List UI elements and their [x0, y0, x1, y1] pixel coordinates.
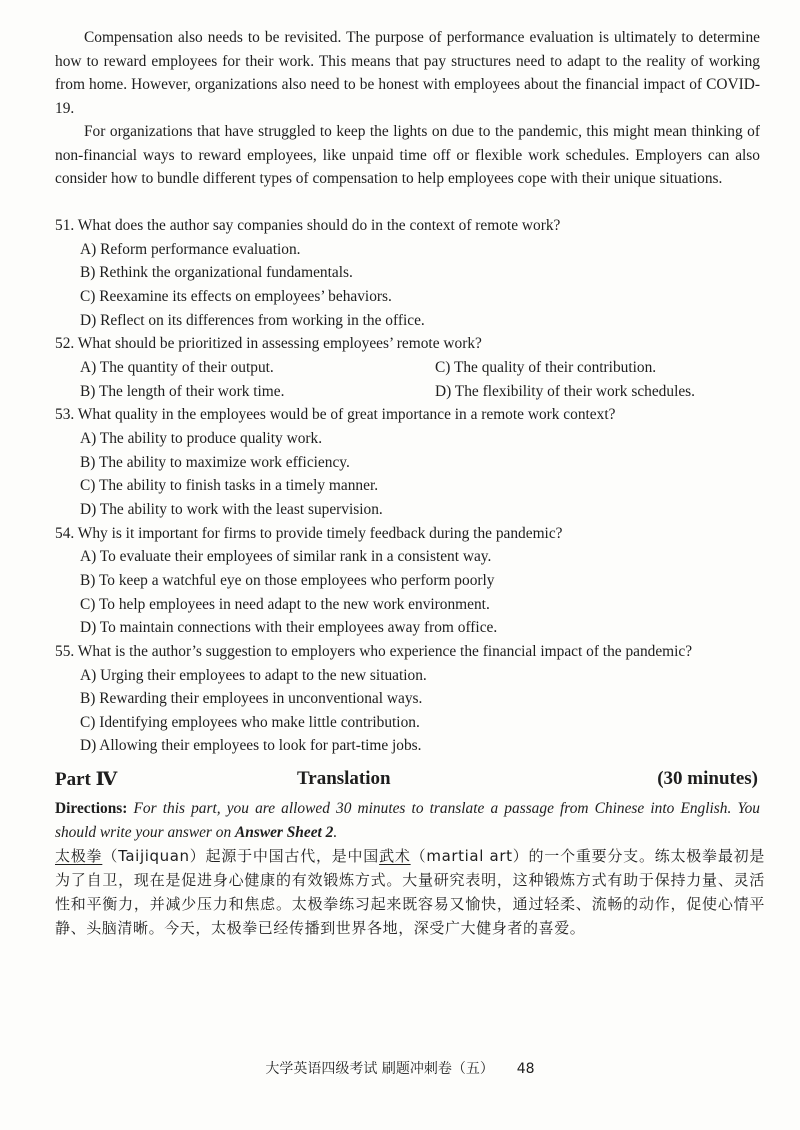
directions-end: . [333, 823, 338, 841]
answer-sheet-reference: Answer Sheet 2 [235, 823, 334, 841]
question-54-option-d: D) To maintain connections with their employees away from office. [80, 619, 498, 636]
question-54-option-a: A) To evaluate their employees of similar rank in a consistent way. [80, 548, 492, 565]
translation-segment-1: （Taijiquan）起源于中国古代，是中国 [102, 847, 380, 865]
question-51-option-d: D) Reflect on its differences from working in the office. [80, 312, 425, 329]
part-title: Translation [297, 768, 391, 789]
question-52-option-a: A) The quantity of their output. [80, 359, 274, 376]
directions-label: Directions: [55, 800, 128, 817]
question-52-stem: 52. What should be prioritized in assessing employees’ remote work? [55, 335, 482, 352]
part-label: Part Ⅳ [55, 769, 118, 790]
page-footer [0, 1058, 800, 1078]
question-51-option-b: B) Rethink the organizational fundamentals. [80, 264, 353, 281]
question-52-option-c: C) The quality of their contribution. [435, 359, 657, 376]
question-54-option-b: B) To keep a watchful eye on those employees who perform poorly [80, 572, 495, 589]
question-54-option-c: C) To help employees in need adapt to the new work environment. [80, 596, 490, 613]
question-55-option-d: D) Allowing their employees to look for part-time jobs. [80, 737, 422, 754]
passage-paragraph-compensation: Compensation also needs to be revisited. The purpose of performance evaluation is ultimately to determine how to reward employees for their work. This means that pay structures need to adapt to the reality of working from home. However, organizations also need to be honest with employees about the financial impact of COVID-19. [55, 29, 760, 117]
term-martial-art: 武术 [379, 847, 411, 865]
question-52-option-d: D) The flexibility of their work schedules. [435, 383, 696, 400]
term-taijiquan: 太极拳 [55, 847, 103, 865]
question-53-option-a: A) The ability to produce quality work. [80, 430, 323, 447]
question-53-option-c: C) The ability to finish tasks in a timely manner. [80, 477, 379, 494]
question-55-option-b: B) Rewarding their employees in unconventional ways. [80, 690, 423, 707]
question-55-stem: 55. What is the author’s suggestion to employers who experience the financial impact of the pandemic? [55, 643, 693, 660]
directions [55, 797, 760, 844]
question-51-option-c: C) Reexamine its effects on employees’ behaviors. [80, 288, 392, 305]
question-55-option-c: C) Identifying employees who make little contribution. [80, 714, 420, 731]
translation-segment-2: （martial art）的一个重要分支。练太极拳最初是为了自卫，现在是促进身心健康的有效锻炼方式。大量研究表明，这种锻炼方式有助于保持力量、灵活性和平衡力，并减少压力和焦虑。太极拳练习起来既容易又愉快，通过轻柔、流畅的动作，促使心情平静、头脑清晰。今天，太极拳已经传播到世界各地，深受广大健身者的喜爱。 [55, 847, 765, 937]
directions-text: For this part, you are allowed 30 minutes to translate a passage from Chinese into English. You should write your answer on [55, 800, 760, 841]
question-53-stem: 53. What quality in the employees would be of great importance in a remote work context? [55, 406, 616, 423]
question-54-stem: 54. Why is it important for firms to provide timely feedback during the pandemic? [55, 525, 563, 542]
part-header [55, 768, 758, 794]
translation-passage [55, 844, 765, 940]
question-51-option-a: A) Reform performance evaluation. [80, 241, 301, 258]
question-53-option-b: B) The ability to maximize work efficiency. [80, 454, 350, 471]
question-51-stem: 51. What does the author say companies should do in the context of remote work? [55, 217, 561, 234]
question-55-option-a: A) Urging their employees to adapt to the new situation. [80, 667, 427, 684]
passage-paragraph-non-financial: For organizations that have struggled to keep the lights on due to the pandemic, this might mean thinking of non-financial ways to reward employees, like unpaid time off or flexible work schedules. Employers can also consider how to bundle different types of compensation to help employees cope with their unique situations. [55, 123, 760, 188]
question-53-option-d: D) The ability to work with the least supervision. [80, 501, 383, 518]
part-time-limit: (30 minutes) [657, 768, 758, 789]
page-number: 48 [516, 1061, 535, 1077]
question-52-option-b: B) The length of their work time. [80, 383, 285, 400]
footer-title: 大学英语四级考试 刷题冲刺卷（五） [265, 1061, 494, 1077]
